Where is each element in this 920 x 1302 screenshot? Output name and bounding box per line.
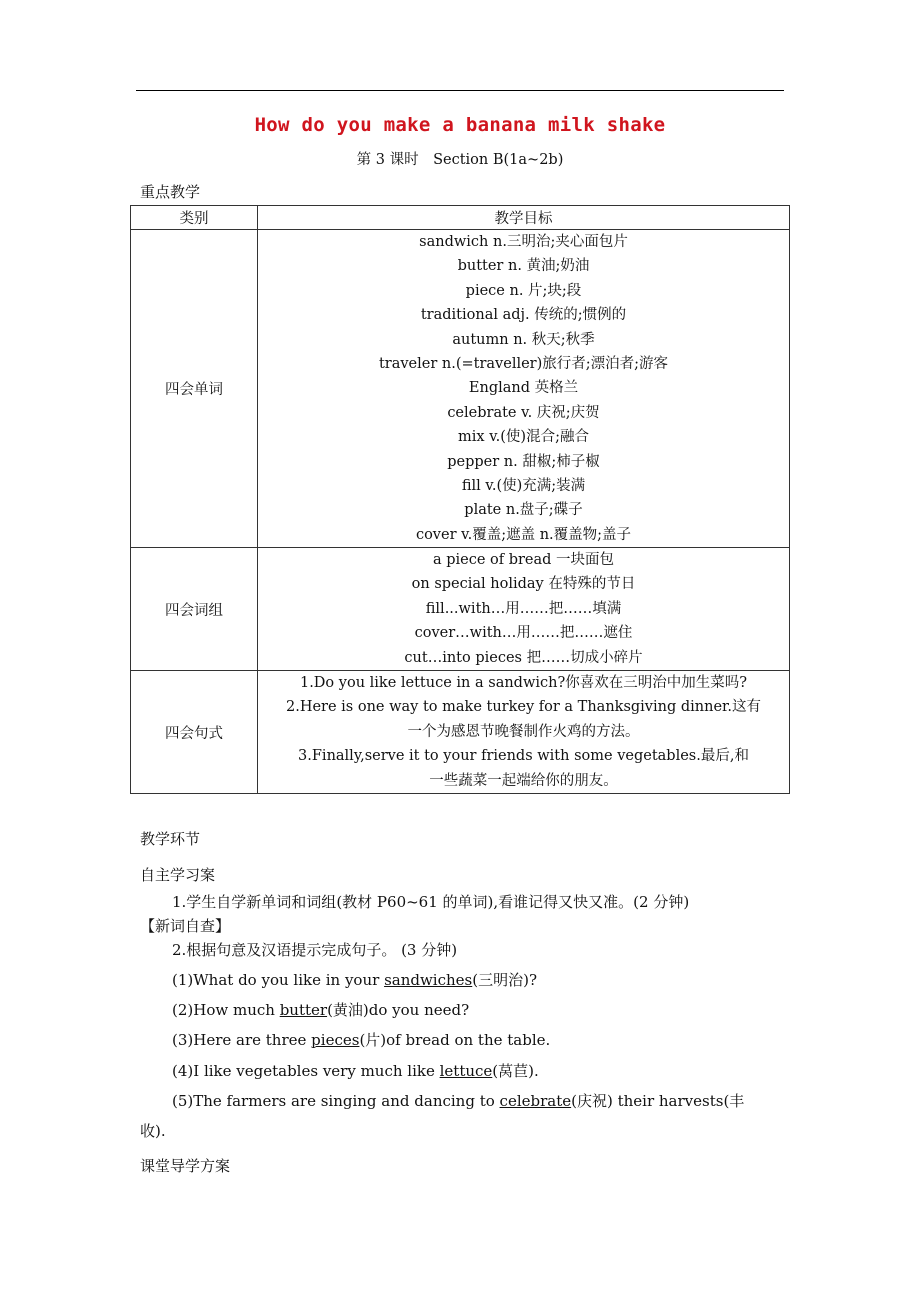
table-row-vocab	[131, 230, 790, 548]
exercise-text: (2)How much	[172, 1001, 280, 1019]
sentence-line: 1.Do you like lettuce in a sandwich?你喜欢在三明治中加生菜吗?	[299, 675, 748, 692]
exercise-answer: sandwiches	[384, 971, 473, 989]
step-2: 2.根据句意及汉语提示完成句子。 (3 分钟)	[172, 941, 458, 959]
vocab-item: fill v.(使)充满;装满	[461, 477, 586, 494]
vocab-item: England 英格兰	[468, 380, 579, 397]
vocab-item: plate n.盘子;碟子	[464, 502, 583, 519]
header-category: 类别	[131, 206, 258, 230]
vocab-cell	[258, 230, 790, 548]
exercise-item	[172, 1090, 744, 1111]
header-goals: 教学目标	[258, 206, 790, 230]
vocab-item: piece n. 片;块;段	[465, 282, 582, 299]
class-guide-heading: 课堂导学方案	[140, 1157, 231, 1175]
vocab-item: butter n. 黄油;奶油	[457, 258, 590, 275]
exercise-answer: butter	[279, 1001, 328, 1019]
page-title: How do you make a banana milk shake	[254, 114, 666, 136]
vocab-item: autumn n. 秋天;秋季	[452, 331, 595, 348]
phrase-item: fill...with…用……把……填满	[425, 600, 622, 617]
step-1: 1.学生自学新单词和词组(教材 P60~61 的单词),看谁记得又快又准。(2 分钟)	[172, 893, 690, 911]
exercise-text: (4)I like vegetables very much like	[172, 1062, 440, 1080]
self-study-heading: 自主学习案	[140, 866, 216, 884]
exercise-text: (1)What do you like in your	[172, 971, 385, 989]
sentence-line: 一个为感恩节晚餐制作火鸡的方法。	[407, 723, 640, 740]
vocab-item: pepper n. 甜椒;柿子椒	[447, 453, 600, 470]
exercise-text: (莴苣).	[492, 1062, 539, 1080]
category-vocab: 四会单词	[131, 230, 258, 548]
exercise-item	[172, 1060, 539, 1081]
goals-table	[130, 205, 790, 794]
vocab-item: celebrate v. 庆祝;庆贺	[447, 404, 600, 421]
phrase-item: on special holiday 在特殊的节日	[411, 576, 636, 593]
exercise-text: (5)The farmers are singing and dancing to	[172, 1092, 500, 1110]
exercise-answer: celebrate	[499, 1092, 572, 1110]
sentences-cell	[258, 671, 790, 794]
section-heading: 教学环节	[140, 830, 201, 848]
exercise-answer: lettuce	[439, 1062, 493, 1080]
exercise-answer: pieces	[311, 1031, 360, 1049]
table-row-sentences	[131, 671, 790, 794]
vocab-item: mix v.(使)混合;融合	[458, 429, 589, 446]
phrase-item: a piece of bread 一块面包	[432, 552, 615, 569]
exercise-item	[172, 969, 537, 990]
exercise-text: (片)of bread on the table.	[359, 1031, 551, 1049]
exercise-text: (三明治)?	[472, 971, 537, 989]
category-phrases: 四会词组	[131, 548, 258, 671]
lesson-subtitle: 第 3 课时 Section B(1a~2b)	[356, 152, 564, 168]
vocab-item: cover v.覆盖;遮盖 n.覆盖物;盖子	[415, 526, 632, 543]
sentence-line: 3.Finally,serve it to your friends with some vegetables.最后,和	[298, 748, 749, 765]
sentence-line: 一些蔬菜一起端给你的朋友。	[429, 772, 618, 789]
category-sentences: 四会句式	[131, 671, 258, 794]
goals-label: 重点教学	[140, 183, 201, 201]
phrase-item: cover…with…用……把……遮住	[414, 625, 633, 642]
exercise-continuation: 收).	[140, 1122, 166, 1140]
phrases-cell	[258, 548, 790, 671]
exercise-item	[172, 1029, 550, 1050]
sentence-line: 2.Here is one way to make turkey for a Thanksgiving dinner.这有	[285, 699, 761, 716]
top-rule	[136, 90, 784, 91]
exercise-text: (3)Here are three	[172, 1031, 312, 1049]
vocab-item: traveler n.(=traveller)旅行者;漂泊者;游客	[378, 355, 669, 372]
table-row-phrases	[131, 548, 790, 671]
vocab-item: traditional adj. 传统的;惯例的	[420, 307, 627, 324]
table-header-row	[131, 206, 790, 230]
vocab-item: sandwich n.三明治;夹心面包片	[419, 234, 628, 250]
exercise-text: (庆祝) their harvests(丰	[571, 1092, 745, 1110]
phrase-item: cut…into pieces 把……切成小碎片	[404, 649, 643, 666]
exercise-item	[172, 999, 469, 1020]
check-title: 【新词自查】	[140, 917, 231, 935]
exercise-text: (黄油)do you need?	[327, 1001, 470, 1019]
